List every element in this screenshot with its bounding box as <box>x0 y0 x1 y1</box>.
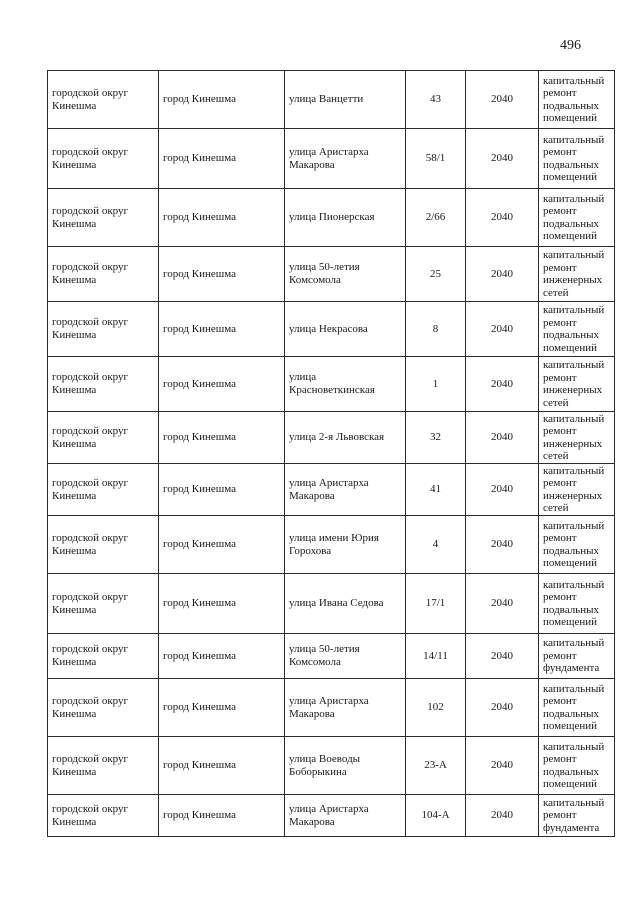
year-cell: 2040 <box>466 357 539 412</box>
street-cell: улица Аристарха Макарова <box>285 464 406 516</box>
municipality-cell: городской округ Кинешма <box>48 634 159 679</box>
municipality-cell: городской округ Кинешма <box>48 464 159 516</box>
municipality-cell: городской округ Кинешма <box>48 129 159 189</box>
street-cell: улица Пионерская <box>285 189 406 247</box>
table-row <box>48 795 615 837</box>
year-cell: 2040 <box>466 574 539 634</box>
work-type-cell: капитальный ремонт подвальных помещений <box>539 189 615 247</box>
locality-cell: город Кинешма <box>159 129 285 189</box>
municipality-cell: городской округ Кинешма <box>48 189 159 247</box>
work-type-cell: капитальный ремонт подвальных помещений <box>539 574 615 634</box>
work-type-cell: капитальный ремонт подвальных помещений <box>539 71 615 129</box>
house-number-cell: 1 <box>406 357 466 412</box>
locality-cell: город Кинешма <box>159 464 285 516</box>
locality-cell: город Кинешма <box>159 634 285 679</box>
work-type-cell: капитальный ремонт фундамента <box>539 795 615 837</box>
locality-cell: город Кинешма <box>159 679 285 737</box>
repair-schedule-table <box>47 70 615 837</box>
house-number-cell: 2/66 <box>406 189 466 247</box>
work-type-cell: капитальный ремонт подвальных помещений <box>539 737 615 795</box>
street-cell: улица Красноветкинская <box>285 357 406 412</box>
municipality-cell: городской округ Кинешма <box>48 737 159 795</box>
year-cell: 2040 <box>466 464 539 516</box>
street-cell: улица Аристарха Макарова <box>285 679 406 737</box>
street-cell: улица Аристарха Макарова <box>285 129 406 189</box>
table-row <box>48 71 615 129</box>
street-cell: улица имени Юрия Горохова <box>285 516 406 574</box>
year-cell: 2040 <box>466 71 539 129</box>
locality-cell: город Кинешма <box>159 516 285 574</box>
locality-cell: город Кинешма <box>159 737 285 795</box>
house-number-cell: 32 <box>406 412 466 464</box>
municipality-cell: городской округ Кинешма <box>48 71 159 129</box>
locality-cell: город Кинешма <box>159 302 285 357</box>
table-row <box>48 574 615 634</box>
house-number-cell: 104-А <box>406 795 466 837</box>
municipality-cell: городской округ Кинешма <box>48 412 159 464</box>
house-number-cell: 25 <box>406 247 466 302</box>
table-row <box>48 357 615 412</box>
page-number: 496 <box>560 38 581 53</box>
table-row <box>48 634 615 679</box>
locality-cell: город Кинешма <box>159 71 285 129</box>
locality-cell: город Кинешма <box>159 357 285 412</box>
year-cell: 2040 <box>466 412 539 464</box>
year-cell: 2040 <box>466 302 539 357</box>
street-cell: улица Ванцетти <box>285 71 406 129</box>
work-type-cell: капитальный ремонт инженерных сетей <box>539 412 615 464</box>
house-number-cell: 23-А <box>406 737 466 795</box>
work-type-cell: капитальный ремонт инженерных сетей <box>539 357 615 412</box>
house-number-cell: 43 <box>406 71 466 129</box>
table-row <box>48 516 615 574</box>
locality-cell: город Кинешма <box>159 574 285 634</box>
street-cell: улица Некрасова <box>285 302 406 357</box>
house-number-cell: 58/1 <box>406 129 466 189</box>
work-type-cell: капитальный ремонт инженерных сетей <box>539 247 615 302</box>
locality-cell: город Кинешма <box>159 189 285 247</box>
year-cell: 2040 <box>466 516 539 574</box>
house-number-cell: 41 <box>406 464 466 516</box>
work-type-cell: капитальный ремонт подвальных помещений <box>539 516 615 574</box>
locality-cell: город Кинешма <box>159 412 285 464</box>
table-row <box>48 679 615 737</box>
house-number-cell: 17/1 <box>406 574 466 634</box>
work-type-cell: капитальный ремонт инженерных сетей <box>539 464 615 516</box>
house-number-cell: 14/11 <box>406 634 466 679</box>
year-cell: 2040 <box>466 737 539 795</box>
municipality-cell: городской округ Кинешма <box>48 247 159 302</box>
work-type-cell: капитальный ремонт фундамента <box>539 634 615 679</box>
table-row <box>48 302 615 357</box>
municipality-cell: городской округ Кинешма <box>48 302 159 357</box>
work-type-cell: капитальный ремонт подвальных помещений <box>539 679 615 737</box>
table-row <box>48 189 615 247</box>
year-cell: 2040 <box>466 795 539 837</box>
street-cell: улица Ивана Седова <box>285 574 406 634</box>
street-cell: улица Аристарха Макарова <box>285 795 406 837</box>
work-type-cell: капитальный ремонт подвальных помещений <box>539 302 615 357</box>
table-row <box>48 737 615 795</box>
table-row <box>48 129 615 189</box>
street-cell: улица 50-летия Комсомола <box>285 634 406 679</box>
municipality-cell: городской округ Кинешма <box>48 574 159 634</box>
year-cell: 2040 <box>466 129 539 189</box>
street-cell: улица 50-летия Комсомола <box>285 247 406 302</box>
work-type-cell: капитальный ремонт подвальных помещений <box>539 129 615 189</box>
year-cell: 2040 <box>466 679 539 737</box>
municipality-cell: городской округ Кинешма <box>48 357 159 412</box>
house-number-cell: 102 <box>406 679 466 737</box>
year-cell: 2040 <box>466 634 539 679</box>
municipality-cell: городской округ Кинешма <box>48 795 159 837</box>
year-cell: 2040 <box>466 247 539 302</box>
locality-cell: город Кинешма <box>159 795 285 837</box>
table-row <box>48 464 615 516</box>
table-row <box>48 247 615 302</box>
house-number-cell: 8 <box>406 302 466 357</box>
municipality-cell: городской округ Кинешма <box>48 516 159 574</box>
street-cell: улица 2-я Львовская <box>285 412 406 464</box>
house-number-cell: 4 <box>406 516 466 574</box>
table-row <box>48 412 615 464</box>
locality-cell: город Кинешма <box>159 247 285 302</box>
municipality-cell: городской округ Кинешма <box>48 679 159 737</box>
year-cell: 2040 <box>466 189 539 247</box>
street-cell: улица Воеводы Боборыкина <box>285 737 406 795</box>
